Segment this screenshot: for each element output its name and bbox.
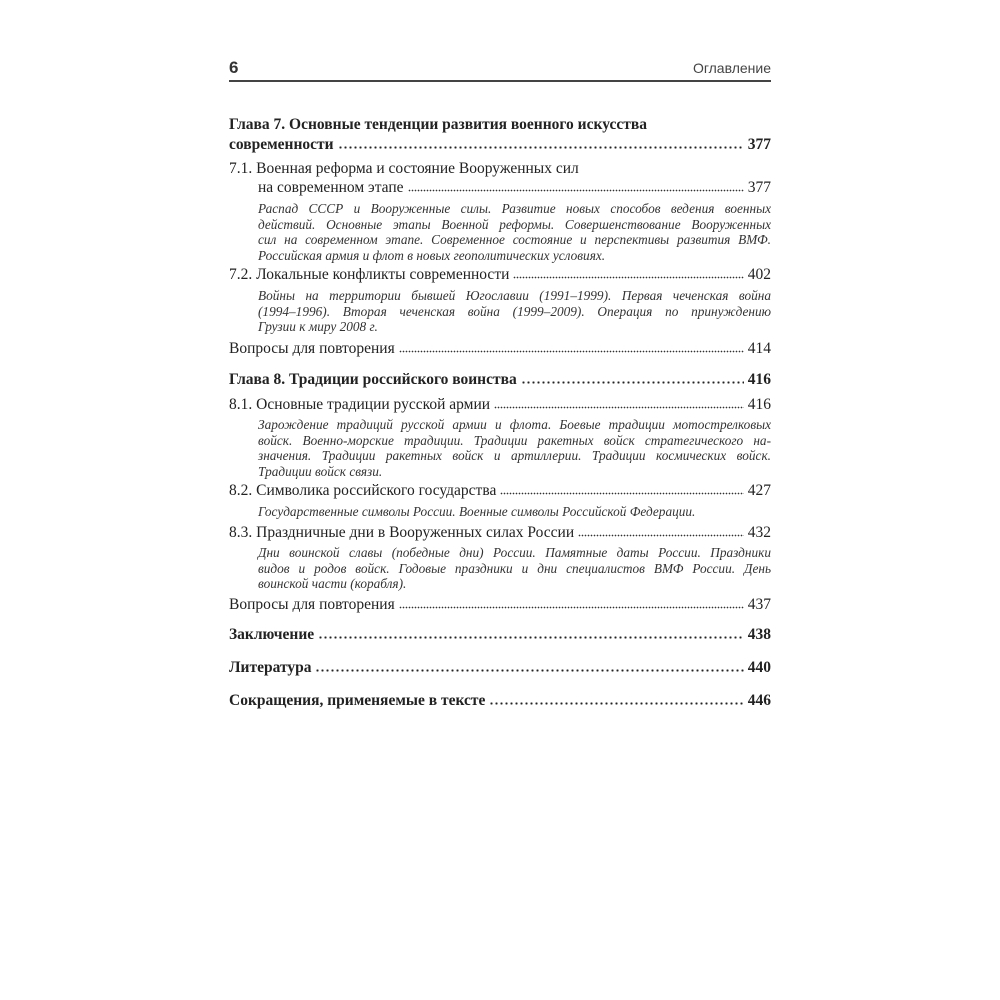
entry-page: 446 <box>747 692 771 709</box>
desc-line: Государственные символы России. Военные символы Российской Федерации. <box>258 504 696 519</box>
dot-leader <box>500 492 743 495</box>
entry-title: Заключение <box>229 626 315 643</box>
toc-entry-questions-8[interactable] <box>229 596 771 614</box>
entry-title: Вопросы для повторения <box>229 596 395 613</box>
desc-line: войск. Военно-морские традиции. Традиции ракетных войск стратегического на- <box>258 432 771 448</box>
toc-entry-literature[interactable] <box>229 659 771 677</box>
chapter-7-title[interactable]: Глава 7. Основные тенденции развития военного искусства <box>229 116 647 133</box>
desc-line: (1994–1996). Вторая чеченская война (1999–2009). Операция по принуждению <box>258 303 771 319</box>
desc-line: Российская армия и флот в новых геополитических условиях. <box>258 247 606 263</box>
toc-entry-conclusion[interactable] <box>229 626 771 644</box>
desc-line: воинской части (корабля). <box>258 576 407 591</box>
entry-title: Литература <box>229 659 312 676</box>
entry-title: на современном этапе <box>258 179 404 196</box>
toc-entry-questions-7[interactable] <box>229 340 771 358</box>
section-7-1-description <box>258 201 771 263</box>
entry-title: Глава 8. Традиции российского воинства <box>229 371 517 388</box>
toc-entry-8-2[interactable] <box>229 482 771 500</box>
toc-entry-8-1[interactable] <box>229 396 771 414</box>
entry-page: 427 <box>747 482 771 499</box>
dot-leader <box>338 146 744 149</box>
desc-line: Войны на территории бывшей Югославии (1991–1999). Первая чеченская война <box>258 288 771 303</box>
entry-page: 416 <box>747 371 771 388</box>
section-8-2-description <box>258 504 771 520</box>
desc-line: Традиции войск связи. <box>258 463 383 479</box>
toc-entry-7-2[interactable] <box>229 266 771 284</box>
dot-leader <box>318 636 744 639</box>
entry-page: 438 <box>747 626 771 643</box>
entry-title: 7.2. Локальные конфликты современности <box>229 266 510 283</box>
entry-title: 8.2. Символика российского государства <box>229 482 497 499</box>
entry-page: 440 <box>747 659 771 676</box>
desc-line: видов и родов войск. Годовые праздники и дни специалистов ВМФ России. День <box>258 560 771 576</box>
entry-title: Вопросы для повторения <box>229 340 395 357</box>
desc-line: Распад СССР и Вооруженные силы. Развитие новых способов ведения военных <box>258 201 771 216</box>
dot-leader <box>489 702 743 705</box>
entry-page: 402 <box>747 266 771 283</box>
entry-title: 8.3. Праздничные дни в Вооруженных силах России <box>229 524 575 541</box>
entry-page: 432 <box>747 524 771 541</box>
toc-entry-abbreviations[interactable] <box>229 692 771 710</box>
section-8-1-description <box>258 417 771 479</box>
toc-entry-chapter-8[interactable] <box>229 371 771 389</box>
toc-entry-8-3[interactable] <box>229 524 771 542</box>
dot-leader <box>521 381 744 384</box>
toc-entry-7-1[interactable] <box>258 179 771 197</box>
page-number: 6 <box>229 58 239 77</box>
dot-leader <box>408 189 744 192</box>
toc-entry-chapter-7[interactable] <box>229 136 771 154</box>
desc-line: Дни воинской славы (победные дни) России. Памятные даты России. Праздники <box>258 545 771 560</box>
section-7-2-description <box>258 288 771 335</box>
dot-leader <box>399 606 744 609</box>
desc-line: Грузии к миру 2008 г. <box>258 319 378 334</box>
entry-page: 377 <box>747 136 771 153</box>
entry-title: 8.1. Основные традиции русской армии <box>229 396 491 413</box>
dot-leader <box>578 534 744 537</box>
entry-title: Сокращения, применяемые в тексте <box>229 692 486 709</box>
dot-leader <box>494 406 744 409</box>
desc-line: Зарождение традиций русской армии и флота. Боевые традиции мотострелковых <box>258 417 771 432</box>
header-rule <box>229 80 771 82</box>
section-7-1-title[interactable]: 7.1. Военная реформа и состояние Вооруженных сил <box>229 160 579 177</box>
dot-leader <box>513 276 743 279</box>
entry-page: 416 <box>747 396 771 413</box>
desc-line: сил на современном этапе. Современное состояние и перспективы развития ВМФ. <box>258 232 771 247</box>
section-8-3-description <box>258 545 771 592</box>
entry-page: 377 <box>747 179 771 196</box>
desc-line: действий. Основные этапы Военной реформы. Совершенствование Вооруженных <box>258 216 771 232</box>
entry-title: современности <box>229 136 334 153</box>
entry-page: 437 <box>747 596 771 613</box>
dot-leader <box>399 350 744 353</box>
desc-line: значения. Традиции ракетных войск и артиллерии. Традиции космических войск. <box>258 448 771 463</box>
dot-leader <box>315 669 743 672</box>
entry-page: 414 <box>747 340 771 357</box>
running-header: Оглавление <box>692 60 771 76</box>
